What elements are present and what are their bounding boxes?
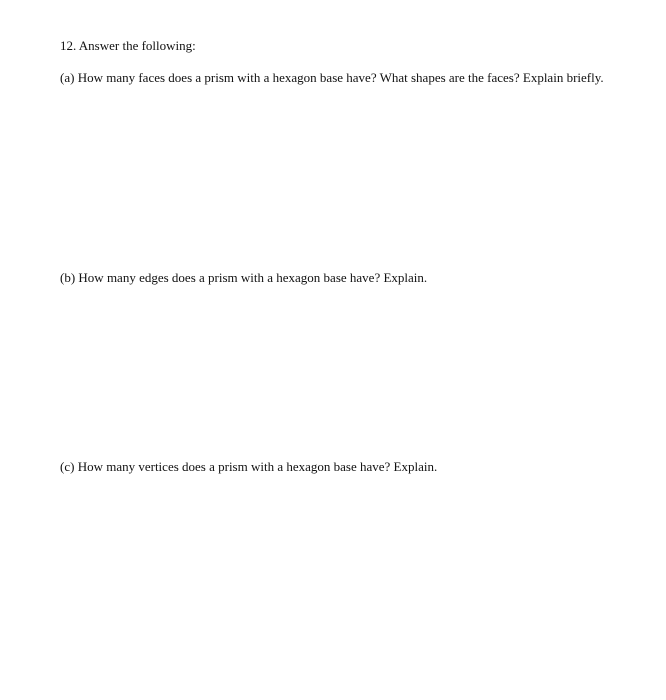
question-title [60, 38, 196, 54]
part-a-text: How many faces does a prism with a hexagon base have? What shapes are the faces? Explain briefly. [77, 70, 604, 85]
question-part-a [60, 70, 604, 86]
part-a-label: (a) [60, 70, 75, 85]
part-c-label: (c) [60, 459, 75, 474]
question-part-c [60, 459, 437, 475]
question-title-text: 12. Answer the following: [60, 38, 196, 53]
question-part-b [60, 270, 427, 286]
part-c-text: How many vertices does a prism with a hexagon base have? Explain. [77, 459, 438, 474]
part-b-text: How many edges does a prism with a hexagon base have? Explain. [78, 270, 428, 285]
part-b-label: (b) [60, 270, 76, 285]
